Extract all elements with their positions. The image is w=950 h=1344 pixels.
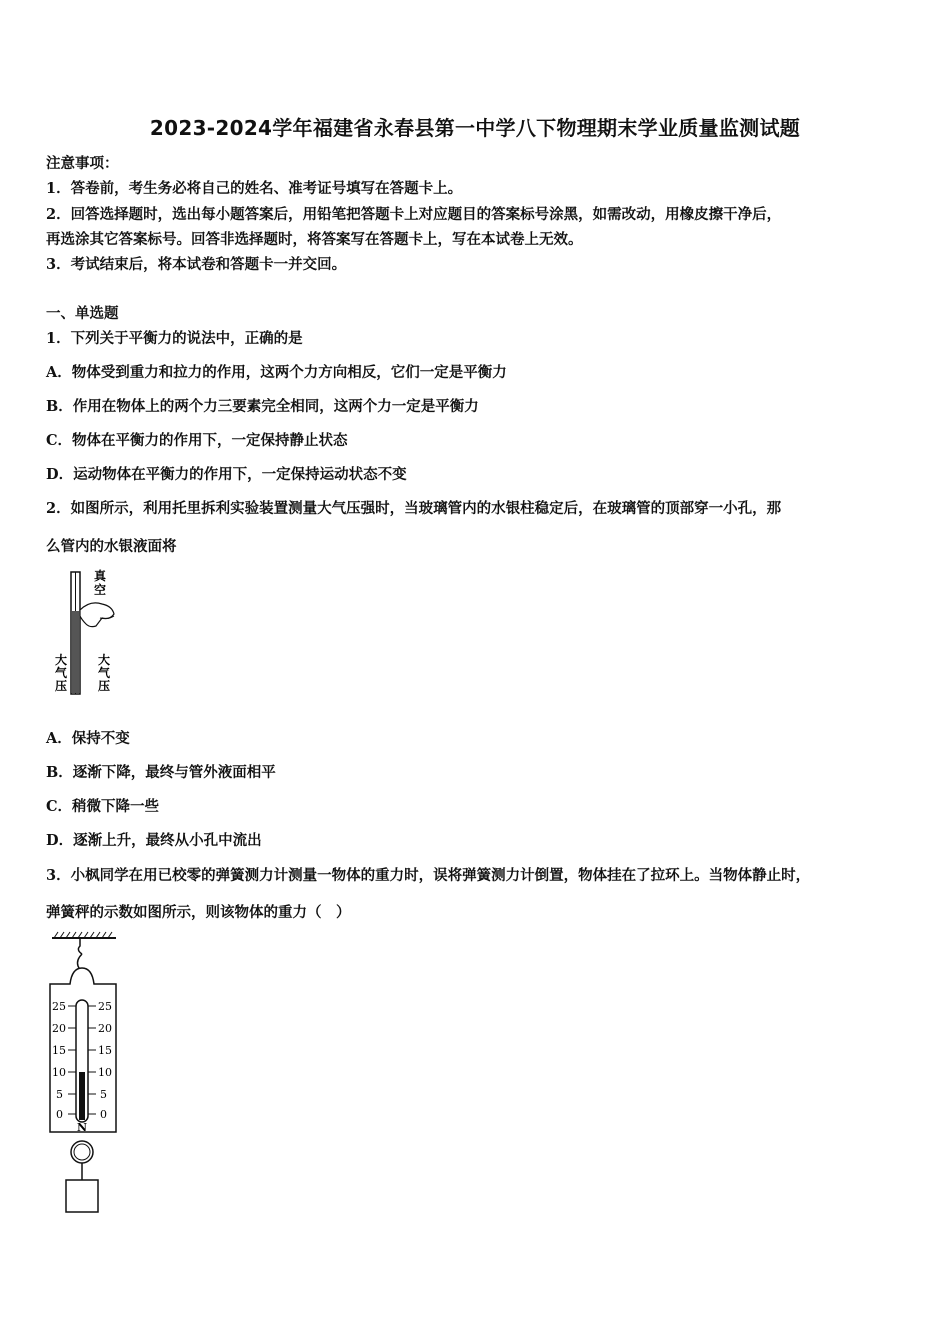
q2-stem-cont: 么管内的水银液面将 bbox=[46, 538, 177, 555]
tick-label-right: 0 bbox=[100, 1108, 107, 1121]
tick-label-left: 25 bbox=[52, 1000, 66, 1013]
vacuum-label-2: 空 bbox=[94, 583, 107, 597]
tick-label-left: 0 bbox=[56, 1108, 63, 1121]
tick-label-left: 5 bbox=[56, 1088, 63, 1101]
spring-scale-figure bbox=[44, 930, 124, 1220]
q2-option-a: A．保持不变 bbox=[46, 730, 130, 747]
notice-item: 1．答卷前，考生务必将自己的姓名、准考证号填写在答题卡上。 bbox=[46, 180, 463, 197]
q2-stem: 2．如图所示，利用托里拆利实验装置测量大气压强时，当玻璃管内的水银柱稳定后，在玻璃管的顶部穿一小孔，那 bbox=[46, 500, 782, 517]
q1-option-c: C．物体在平衡力的作用下，一定保持静止状态 bbox=[46, 432, 348, 449]
tick-label-right: 20 bbox=[98, 1022, 112, 1035]
svg-text:压: 压 bbox=[55, 679, 68, 693]
torricelli-figure bbox=[50, 566, 125, 698]
notice-item: 再选涂其它答案标号。回答非选择题时，将答案写在答题卡上，写在本试卷上无效。 bbox=[46, 231, 583, 248]
hanging-object bbox=[66, 1180, 98, 1212]
unit-label: N bbox=[77, 1121, 88, 1134]
tick-label-left: 10 bbox=[52, 1066, 66, 1079]
exam-title: 2023-2024学年福建省永春县第一中学八下物理期末学业质量监测试题 bbox=[149, 116, 801, 140]
tick-label-right: 5 bbox=[100, 1088, 107, 1101]
q2-option-c: C．稍微下降一些 bbox=[46, 798, 160, 815]
tick-label-right: 10 bbox=[98, 1066, 112, 1079]
q3-stem: 3．小枫同学在用已校零的弹簧测力计测量一物体的重力时，误将弹簧测力计倒置，物体挂在了拉环上。当物体静止时， bbox=[46, 867, 811, 884]
tick-label-right: 15 bbox=[98, 1044, 112, 1057]
q1-option-a: A．物体受到重力和拉力的作用，这两个力方向相反，它们一定是平衡力 bbox=[46, 364, 507, 381]
q2-option-d: D．逐渐上升，最终从小孔中流出 bbox=[46, 832, 262, 849]
q2-option-b: B．逐渐下降，最终与管外液面相平 bbox=[46, 764, 276, 781]
notice-item: 2．回答选择题时，选出每小题答案后，用铅笔把答题卡上对应题目的答案标号涂黑，如需改动，用橡皮擦干净后， bbox=[46, 206, 782, 223]
notice-item: 3．考试结束后，将本试卷和答题卡一并交回。 bbox=[46, 256, 347, 273]
section-heading: 一、单选题 bbox=[46, 305, 119, 322]
svg-text:大: 大 bbox=[98, 653, 111, 667]
vacuum-label-1: 真 bbox=[94, 569, 107, 583]
q3-stem-cont: 弹簧秤的示数如图所示，则该物体的重力（ ） bbox=[46, 904, 351, 921]
tick-label-right: 25 bbox=[98, 1000, 112, 1013]
tick-label-left: 20 bbox=[52, 1022, 66, 1035]
q1-option-b: B．作用在物体上的两个力三要素完全相同，这两个力一定是平衡力 bbox=[46, 398, 479, 415]
svg-text:大: 大 bbox=[55, 653, 68, 667]
tick-label-left: 15 bbox=[52, 1044, 66, 1057]
svg-text:压: 压 bbox=[98, 679, 111, 693]
q1-stem: 1．下列关于平衡力的说法中，正确的是 bbox=[46, 330, 303, 347]
notice-heading: 注意事项： bbox=[46, 155, 119, 172]
svg-text:气: 气 bbox=[98, 666, 111, 680]
q1-option-d: D．运动物体在平衡力的作用下，一定保持运动状态不变 bbox=[46, 466, 407, 483]
svg-text:气: 气 bbox=[55, 666, 68, 680]
